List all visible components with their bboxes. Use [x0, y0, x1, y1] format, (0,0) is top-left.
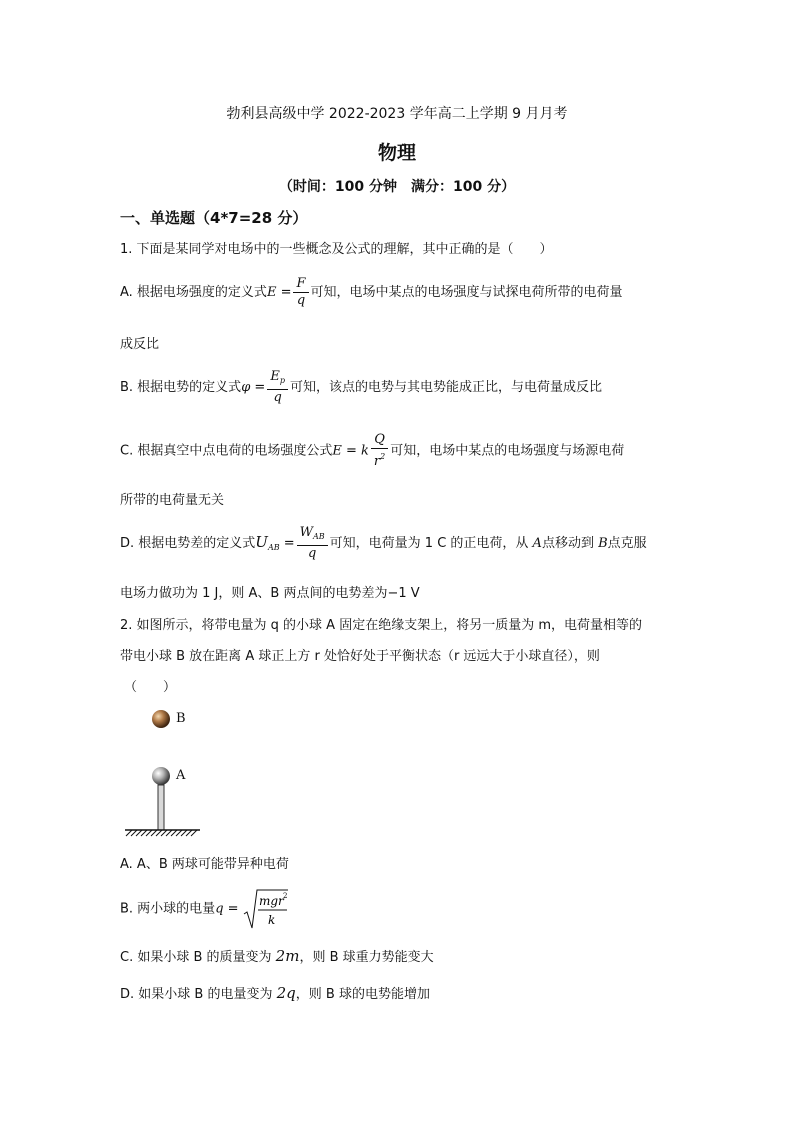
point-b: B — [598, 536, 608, 551]
formula-phi: φ — [241, 380, 251, 395]
q2-option-b: B. 两小球的电量q = mgr 2 k — [120, 888, 289, 930]
q1-option-c-text-2: 可知，电场中某点的电场强度与场源电荷 — [390, 443, 625, 459]
fraction-q-over-r2: $\frac{Q}{r^2}$ — [371, 432, 388, 470]
q1-stem: 1. 下面是某同学对电场中的一些概念及公式的理解，其中正确的是（ ） — [120, 242, 553, 257]
q1-option-d-text-2: 可知，电荷量为 1 C 的正电荷，从 — [329, 536, 529, 551]
section-heading: 一、单选题（4*7=28 分） — [120, 209, 308, 227]
q1-option-a-cont: 成反比 — [120, 337, 160, 352]
fraction-f-over-q: $\frac{F}{q}$ — [293, 276, 308, 309]
q1-option-c-cont: 所带的电荷量无关 — [120, 493, 225, 508]
fraction-ep-over-q: $\frac{E_p}{q}$ — [267, 369, 288, 406]
q2-option-c-text-2: ，则 B 球重力势能变大 — [299, 950, 434, 965]
fraction-wab-over-q: $\frac{W_{AB}}{q}$ — [297, 525, 328, 562]
charged-spheres-figure — [120, 700, 220, 840]
q2-option-c-text: C. 如果小球 B 的质量变为 — [120, 950, 272, 965]
q1-option-d-cont: 电场力做功为 1 J，则 A、B 两点间的电势差为−1 V — [120, 586, 420, 601]
q1-option-b: B. 根据电势的定义式φ = $\frac{E_p}{q}$ 可知，该点的电势与其电势能成正比，与电荷量成反比 — [120, 369, 602, 405]
q1-option-c: C. 根据真空中点电荷的电场强度公式E = k $\frac{Q}{r^2}$ 可知，电场中某点的电场强度与场源电荷 — [120, 432, 625, 469]
q1-option-d: D. 根据电势差的定义式$U_{AB}$ = $\frac{W_{AB}}{q}$ 可知，电荷量为 1 C 的正电荷，从 A点移动到 B点克服 — [120, 525, 647, 561]
exam-meta: （时间：100 分钟 满分：100 分） — [278, 179, 516, 195]
q1-option-d-text-3: 点移动到 — [541, 536, 594, 551]
q2-option-a: A. A、B 两球可能带异种电荷 — [120, 857, 289, 872]
q2-stem-line3: （ ） — [124, 680, 177, 695]
q1-option-c-text: C. 根据真空中点电荷的电场强度公式 — [120, 443, 333, 459]
point-a: A — [532, 536, 542, 551]
q1-option-d-text: D. 根据电势差的定义式 — [120, 536, 256, 551]
sphere-a — [152, 767, 170, 785]
q2-stem-line1: 2. 如图所示，将带电量为 q 的小球 A 固定在绝缘支架上，将另一质量为 m，电荷量相等的 — [120, 618, 643, 633]
value-2q: 2q — [276, 984, 296, 1002]
exam-title: 勃利县高级中学 2022-2023 学年高二上学期 9 月月考 — [226, 106, 568, 122]
q2-option-b-text: B. 两小球的电量 — [120, 901, 216, 917]
formula-e: E — [332, 443, 342, 459]
sphere-b — [152, 710, 170, 728]
sqrt-mgr2-over-k — [243, 888, 289, 930]
q2-option-d-text-2: ，则 B 球的电势能增加 — [295, 987, 430, 1002]
value-2m: 2m — [275, 947, 300, 965]
q1-option-d-text-4: 点克服 — [607, 536, 647, 551]
formula-e: E — [266, 285, 277, 300]
formula-u: $U_{AB}$ — [255, 533, 280, 552]
q1-option-a-text: A. 根据电场强度的定义式 — [120, 285, 267, 300]
ground-hatch — [126, 830, 197, 836]
svg-text:2: 2 — [282, 892, 288, 900]
label-a: A — [176, 768, 186, 783]
q1-option-a: A. 根据电场强度的定义式E = $\frac{F}{q}$ 可知，电场中某点的电场强度与试探电荷所带的电荷量 — [120, 276, 623, 308]
q2-stem-line2: 带电小球 B 放在距离 A 球正上方 r 处恰好处于平衡状态（r 远远大于小球直径），则 — [120, 649, 600, 664]
q1-option-a-text-2: 可知，电场中某点的电场强度与试探电荷所带的电荷量 — [310, 285, 623, 300]
label-b: B — [176, 711, 186, 726]
q2-option-d-text: D. 如果小球 B 的电量变为 — [120, 987, 273, 1002]
q1-option-b-text-2: 可知，该点的电势与其电势能成正比，与电荷量成反比 — [289, 380, 602, 395]
svg-text:mgr: mgr — [258, 894, 284, 908]
q1-option-b-text: B. 根据电势的定义式 — [120, 380, 242, 395]
subject-title: 物理 — [377, 142, 416, 164]
insulating-stand — [158, 785, 164, 830]
q2-option-c — [120, 946, 434, 965]
formula-q: q — [215, 901, 224, 917]
svg-text:k: k — [267, 913, 275, 927]
q2-option-d — [120, 983, 430, 1002]
